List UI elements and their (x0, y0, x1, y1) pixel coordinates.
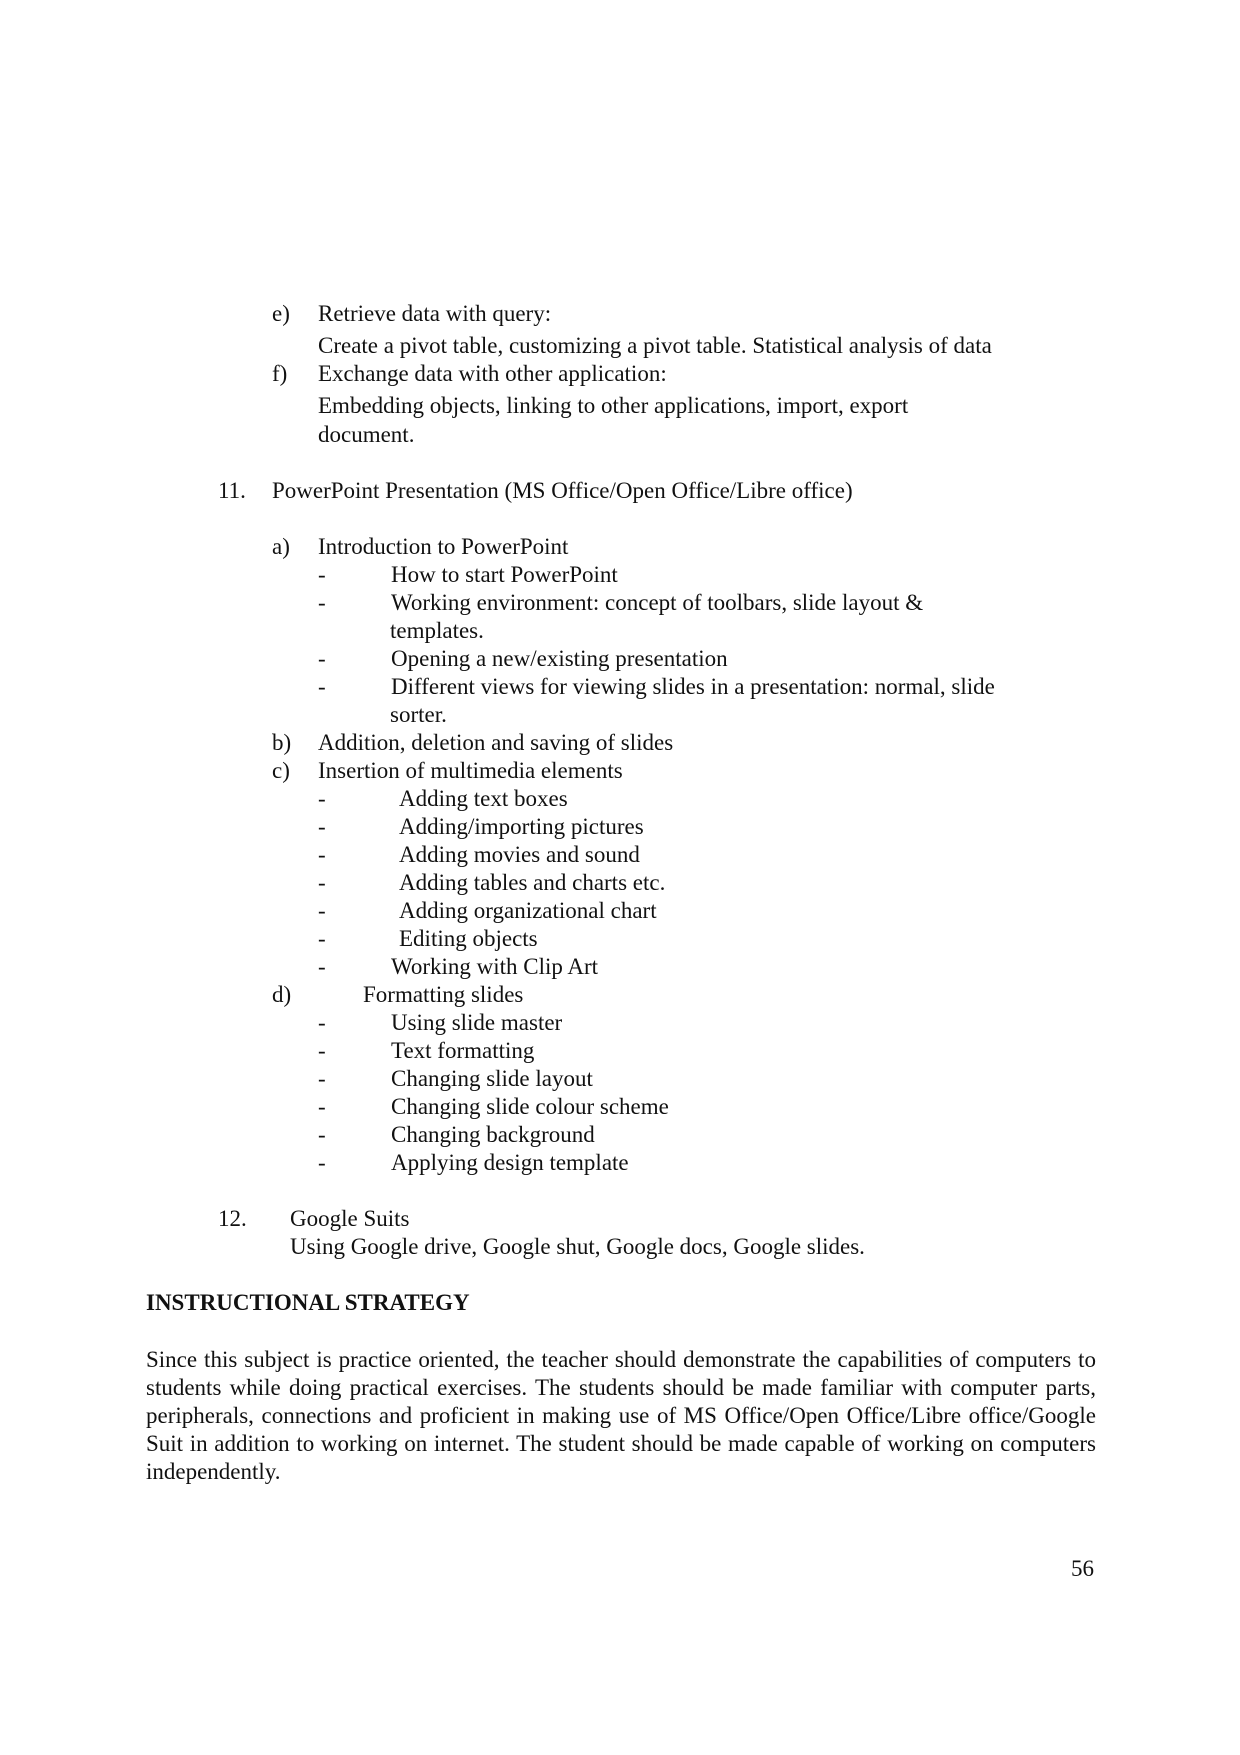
bullet-text: Opening a new/existing presentation (391, 646, 728, 671)
bullet-text: Different views for viewing slides in a presentation: normal, slide (391, 674, 995, 699)
strategy-heading: INSTRUCTIONAL STRATEGY (146, 1290, 470, 1315)
list-item-detail: Create a pivot table, customizing a pivot table. Statistical analysis of data (318, 333, 992, 358)
list-item-detail: document. (318, 422, 415, 447)
list-marker: f) (272, 361, 288, 386)
list-item-title: Insertion of multimedia elements (318, 758, 623, 783)
bullet-dash: - (318, 590, 326, 615)
section-title: PowerPoint Presentation (MS Office/Open Office/Libre office) (272, 478, 853, 503)
bullet-text: Adding/importing pictures (399, 814, 644, 839)
bullet-text: Changing background (391, 1122, 595, 1147)
list-marker: d) (272, 982, 292, 1007)
list-marker: b) (272, 730, 292, 755)
bullet-dash: - (318, 562, 326, 587)
bullet-text: Applying design template (391, 1150, 629, 1175)
bullet-dash: - (318, 814, 326, 839)
bullet-dash: - (318, 870, 326, 895)
list-item-title: Formatting slides (363, 982, 524, 1007)
bullet-text: Adding text boxes (399, 786, 568, 811)
bullet-text: Working environment: concept of toolbars, slide layout & (391, 590, 924, 615)
strategy-paragraph: Since this subject is practice oriented, the teacher should demonstrate the capabilities of computers to students while doing practical exercises. The students should be made familiar with computer parts, peripherals, connections and proficient in making use of MS Office/Open Office/Libre office/Google Suit in addition to working on internet. The student should be made capable of working on computers independently. (146, 1347, 1096, 1484)
bullet-dash: - (318, 786, 326, 811)
list-item-title: Introduction to PowerPoint (318, 534, 569, 559)
list-marker: c) (272, 758, 290, 783)
bullet-dash: - (318, 1122, 326, 1147)
list-item-detail: Embedding objects, linking to other applications, import, export (318, 393, 909, 418)
bullet-text: How to start PowerPoint (391, 562, 618, 587)
section-detail: Using Google drive, Google shut, Google docs, Google slides. (290, 1234, 865, 1259)
bullet-text: Adding organizational chart (399, 898, 657, 923)
bullet-dash: - (318, 1010, 326, 1035)
bullet-dash: - (318, 1094, 326, 1119)
bullet-text-continued: templates. (390, 618, 484, 643)
bullet-dash: - (318, 1150, 326, 1175)
bullet-dash: - (318, 954, 326, 979)
list-item-title: Retrieve data with query: (318, 301, 552, 326)
bullet-text: Changing slide layout (391, 1066, 593, 1091)
bullet-dash: - (318, 898, 326, 923)
bullet-dash: - (318, 926, 326, 951)
bullet-dash: - (318, 1066, 326, 1091)
bullet-text-continued: sorter. (390, 702, 447, 727)
bullet-text: Editing objects (399, 926, 538, 951)
bullet-text: Text formatting (391, 1038, 535, 1063)
bullet-text: Adding tables and charts etc. (399, 870, 666, 895)
list-marker: e) (272, 301, 290, 326)
bullet-dash: - (318, 842, 326, 867)
bullet-text: Changing slide colour scheme (391, 1094, 669, 1119)
bullet-dash: - (318, 674, 326, 699)
bullet-dash: - (318, 1038, 326, 1063)
section-number: 12. (218, 1206, 247, 1231)
bullet-text: Using slide master (391, 1010, 563, 1035)
list-item-title: Addition, deletion and saving of slides (318, 730, 674, 755)
bullet-text: Working with Clip Art (391, 954, 599, 979)
bullet-text: Adding movies and sound (399, 842, 640, 867)
section-title: Google Suits (290, 1206, 410, 1231)
bullet-dash: - (318, 646, 326, 671)
section-number: 11. (218, 478, 246, 503)
page-number: 56 (1071, 1556, 1094, 1581)
list-item-title: Exchange data with other application: (318, 361, 667, 386)
list-marker: a) (272, 534, 290, 559)
